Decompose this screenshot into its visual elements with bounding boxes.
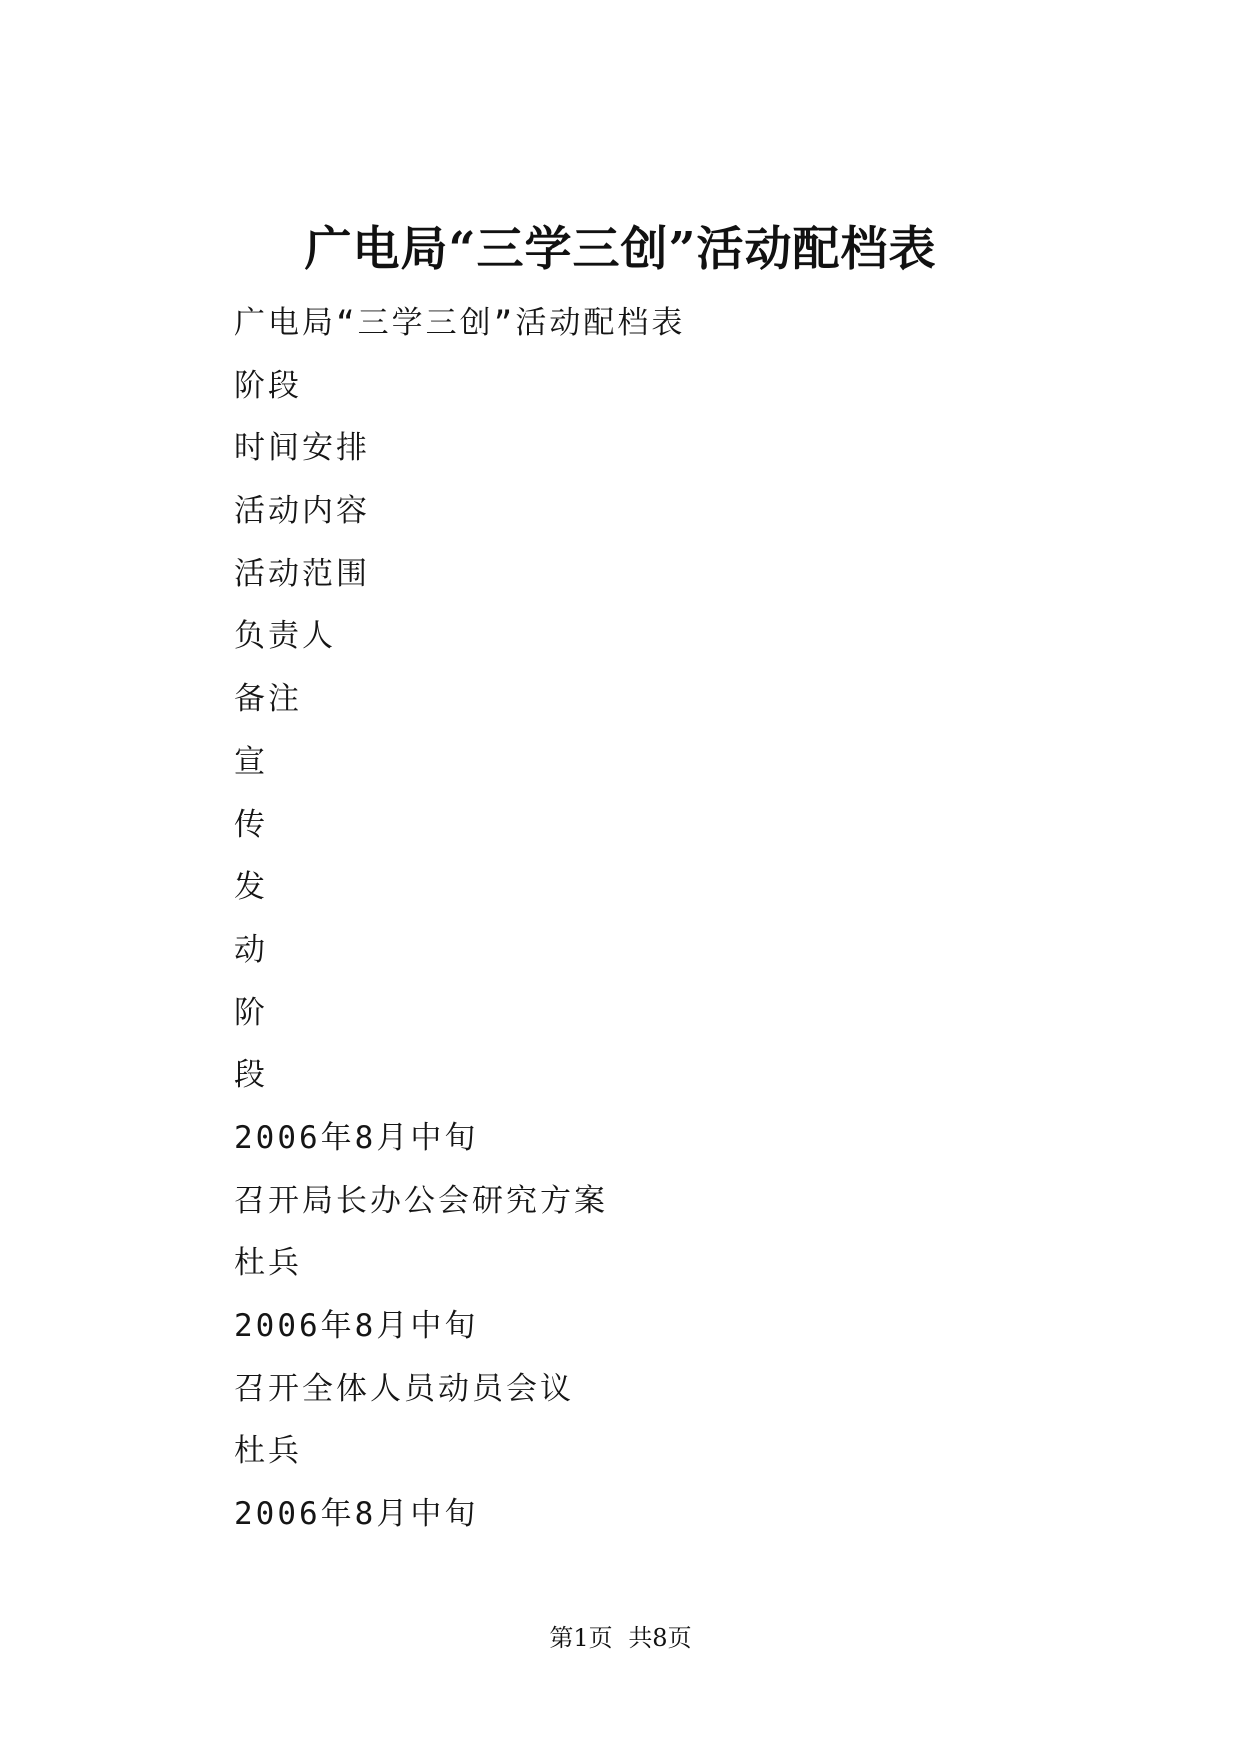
text-line: 2006年8月中旬 <box>234 1119 479 1156</box>
text-line: 阶段 <box>234 367 302 404</box>
text-line: 宣 <box>234 743 268 780</box>
text-line: 召开全体人员动员会议 <box>234 1370 574 1407</box>
page-total: 共8页 <box>628 1624 692 1652</box>
text-line: 传 <box>234 806 268 843</box>
text-line: 活动内容 <box>234 493 370 530</box>
document-body <box>234 292 1034 1546</box>
text-line: 段 <box>234 1057 268 1094</box>
text-line: 备注 <box>234 681 302 718</box>
text-line: 负责人 <box>234 618 336 655</box>
document-title: 广电局“三学三创”活动配档表 <box>304 222 937 277</box>
text-line: 时间安排 <box>234 430 370 467</box>
text-line: 活动范围 <box>234 555 370 592</box>
text-line: 2006年8月中旬 <box>234 1308 479 1344</box>
page-number: 第1页 <box>549 1624 613 1652</box>
text-line: 广电局“三学三创”活动配档表 <box>234 305 686 341</box>
text-line: 动 <box>234 931 268 968</box>
page-footer <box>0 1623 1241 1653</box>
text-line: 2006年8月中旬 <box>234 1496 479 1533</box>
text-line: 阶 <box>234 994 268 1031</box>
text-line: 发 <box>234 869 268 906</box>
text-line: 杜兵 <box>234 1245 302 1282</box>
text-line: 杜兵 <box>234 1433 302 1470</box>
text-line: 召开局长办公会研究方案 <box>234 1182 608 1219</box>
